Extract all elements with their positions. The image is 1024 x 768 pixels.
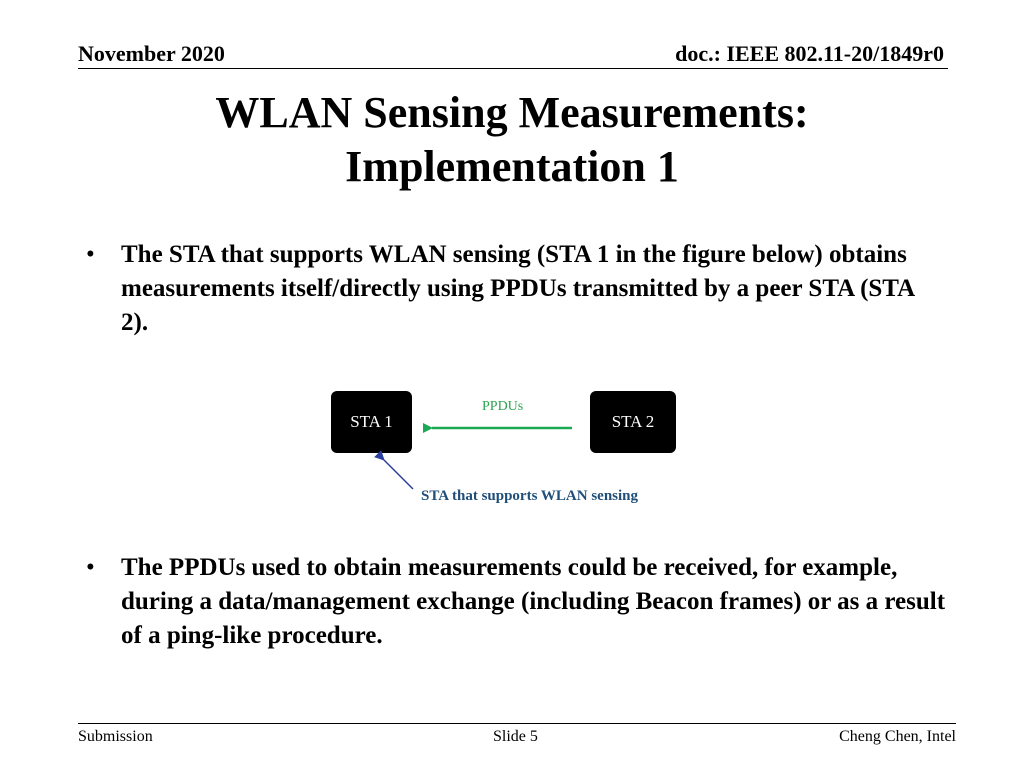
footer-submission: Submission: [78, 728, 153, 745]
header-date: November 2020: [78, 41, 225, 66]
callout-arrow: [384, 460, 413, 489]
bullet-marker: •: [86, 241, 95, 268]
bullet-text: The PPDUs used to obtain measurements could be received, for example, during a data/management exchange (including Beacon frames) or as a result of a ping-like procedure.: [121, 554, 946, 649]
ppdu-label: PPDUs: [482, 399, 524, 414]
bullet-marker: •: [86, 554, 95, 581]
sta-2-label: STA 2: [611, 412, 655, 431]
bullet-item-2: [86, 551, 946, 653]
slide-title-line-1: WLAN Sensing Measurements:: [215, 88, 809, 137]
footer-slide-number: Slide 5: [493, 728, 538, 745]
bullet-text: The STA that supports WLAN sensing (STA 1 in the figure below) obtains measurements itself/directly using PPDUs transmitted by a peer STA (STA 2).: [121, 241, 914, 336]
footer-author: Cheng Chen, Intel: [839, 728, 956, 745]
sta-1-label: STA 1: [350, 412, 393, 431]
header-doc-id: doc.: IEEE 802.11-20/1849r0: [675, 41, 944, 66]
slide-title-line-2: Implementation 1: [345, 142, 679, 191]
sensing-callout: STA that supports WLAN sensing: [421, 488, 639, 504]
footer-divider: [78, 723, 956, 724]
